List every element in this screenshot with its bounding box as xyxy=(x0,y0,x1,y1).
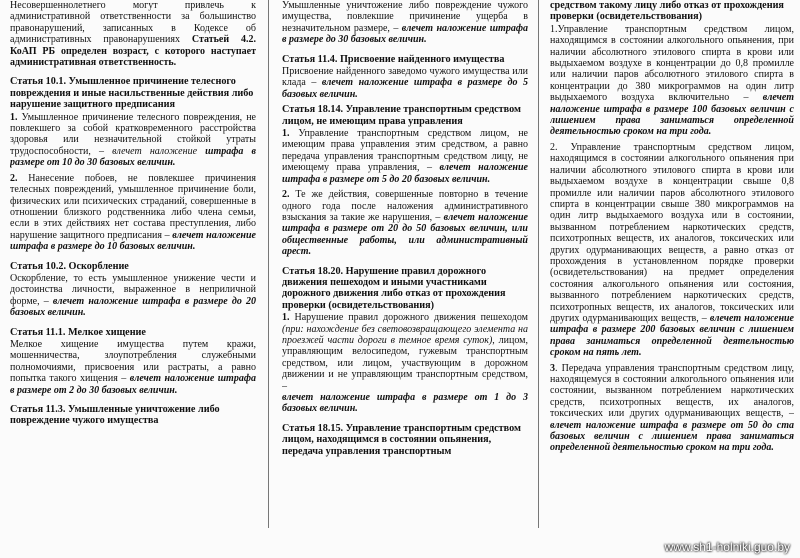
article-18-20-part-1: 1. Нарушение правил дорожного движения пешеходом (при: нахождение без световозвращающего элемента на проезжей части дороги в темное время суток), лицом, управляющим велосипедом, гужевым транспортным средством, или лицом, участвующим в дорожном движении и не управляющим транспортным средством, – влечет наложение штрафа в размере от 1 до 3 базовых величин. xyxy=(282,312,528,415)
article-18-15-title-continued: средством такому лицу либо отказ от прохождения проверки (освидетельствования) xyxy=(550,0,784,23)
article-11-4-text: Присвоение найденного заведомо чужого имущества или клада – влечет наложение штрафа в размере до 5 базовых величин. xyxy=(282,66,528,100)
article-18-15-part-1: 1.Управление транспортным средством лицом, находящимся в состоянии алкогольного опьянения, при наличии абсолютного этилового спирта в крови или выдыхаемом воздухе в концентрации до 0,8 промилле или наличии паров абсолютного этилового спирта в концентрации до 380 микрограммов на один литр выдыхаемого воздуха включительно – влечет наложение штрафа в размере 100 базовых величин с лишением права заниматься определенной деятельностью сроком на три года. xyxy=(550,23,794,138)
article-11-4-title: Статья 11.4. Присвоение найденного имущества xyxy=(282,53,505,65)
article-18-14-title: Статья 18.14. Управление транспортным средством лицом, не имеющим права управления xyxy=(282,104,521,127)
article-18-15-part-2: 2. Управление транспортным средством лицом, находящимся в состоянии алкогольного опьянения при наличии абсолютного этилового спирта в крови или выдыхаемом воздухе в концентрации свыше 0,8 промилле или наличии паров абсолютного этилового спирта в концентрации свыше 380 микрограммов на один литр выдыхаемого воздуха или в состоянии, вызванном потреблением наркотических средств, психотропных веществ, их аналогов, токсических или других одурманивающих веществ, а равно отказ от прохождения в установленном порядке проверки (освидетельствования) на предмет определения состояния алкогольного опьянения или состояния, вызванного потреблением наркотических средств, психотропных веществ, их аналогов, токсических или других одурманивающих веществ, – влечет наложение штрафа в размере 200 базовых величин с лишением права заниматься определенной деятельностью сроком на пять лет. xyxy=(550,141,794,359)
intro-paragraph: Несовершеннолетнего могут привлечь к административной ответственности за большинство правонарушений, записанных в Кодексе об административных правонарушениях Статьей 4.2. КоАП РБ определен возраст, с которого наступает административная ответственность. xyxy=(10,0,256,69)
article-11-1-title: Статья 11.1. Мелкое хищение xyxy=(10,326,146,338)
article-18-14-part-2: 2. Те же действия, совершенные повторно в течение одного года после наложения административного взыскания за такие же нарушения, – влечет наложение штрафа в размере от 20 до 50 базовых величин, или общественные работы, или административный арест. xyxy=(282,189,528,258)
article-10-2-title: Статья 10.2. Оскорбление xyxy=(10,260,129,272)
column-right xyxy=(550,0,794,536)
article-10-1-part-2: 2. Нанесение побоев, не повлекшее причинения телесных повреждений, умышленное причинение боли, физических или психических страданий, совершенные в отношении близкого родственника либо члена семьи, если в этих действиях нет состава преступления, либо нарушение защитного предписания – влечет наложение штрафа в размере до 10 базовых величин. xyxy=(10,172,256,253)
article-11-1-text: Мелкое хищение имущества путем кражи, мошенничества, злоупотребления служебными полномочиями, присвоения или растраты, а равно попытка такого хищения – влечет наложение штрафа в размере от 2 до 30 базовых величин. xyxy=(10,338,256,396)
article-11-3-title: Статья 11.3. Умышленные уничтожение либо повреждение чужого имущества xyxy=(10,404,220,427)
article-11-3-text: Умышленные уничтожение либо повреждение чужого имущества, повлекшие причинение ущерба в незначительном размере, – влечет наложение штрафа в размере до 30 базовых величин. xyxy=(282,0,528,46)
article-10-1-part-1: 1. Умышленное причинение телесного повреждения, не повлекшего за собой кратковременного расстройства здоровья или незначительной стойкой утраты трудоспособности, – влечет наложение штрафа в размере от 10 до 30 базовых величин. xyxy=(10,111,256,169)
article-10-2-text: Оскорбление, то есть умышленное унижение чести и достоинства личности, выраженное в неприличной форме, – влечет наложение штрафа в размере до 20 базовых величин. xyxy=(10,272,256,319)
column-middle xyxy=(282,0,528,536)
article-10-1-title: Статья 10.1. Умышленное причинение телесного повреждения и иные насильственные действия либо нарушение защитного предписания xyxy=(10,76,254,111)
article-18-20-title: Статья 18.20. Нарушение правил дорожного движения пешеходом и иными участниками дорожного движения либо отказ от прохождения проверки (освидетельствования) xyxy=(282,265,506,311)
article-18-14-part-1: 1. Управление транспортным средством лицом, не имеющим права управления этим средством, а равно передача управления транспортным средством лицу, не имеющему права управления, – влечет наложение штрафа в размере от 5 до 20 базовых величин. xyxy=(282,128,528,185)
article-18-15-part-3: 3. Передача управления транспортным средством лицу, находящемуся в состоянии алкогольного опьянения или состоянии, вызванном потреблением наркотических средств, психотропных веществ, их аналогов, токсических или других одурманивающих веществ, – влечет наложение штрафа в размере от 50 до ста базовых величин с лишением права заниматься определенной деятельностью сроком на три года. xyxy=(550,362,794,454)
site-watermark: www.sh1-holniki.guo.by xyxy=(664,540,790,554)
column-left xyxy=(10,0,256,536)
column-divider xyxy=(538,0,539,528)
column-divider xyxy=(268,0,269,528)
article-18-15-title: Статья 18.15. Управление транспортным средством лицом, находящимся в состоянии опьянения, передача управления транспортным xyxy=(282,422,521,457)
